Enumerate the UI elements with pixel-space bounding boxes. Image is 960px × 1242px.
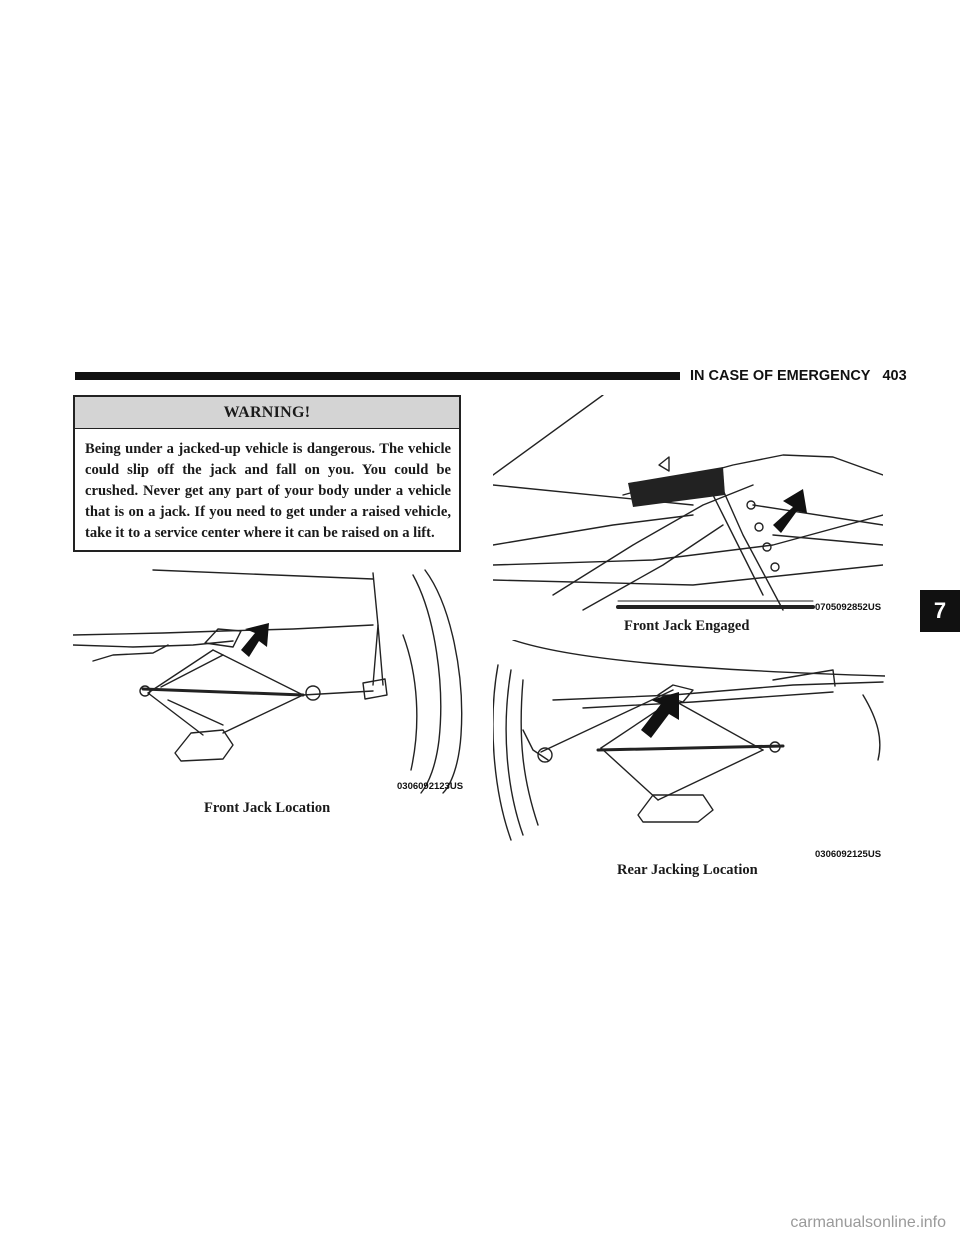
front-jack-engaged-figure <box>493 395 883 615</box>
header-rule <box>75 372 680 380</box>
figure-code: 0306092125US <box>815 849 882 860</box>
arrow-icon <box>641 692 679 738</box>
front-jack-engaged-illustration <box>493 395 883 615</box>
front-jack-location-figure <box>73 565 465 795</box>
figure-caption: Front Jack Location <box>204 800 331 816</box>
arrow-icon <box>241 623 269 657</box>
arrow-icon <box>773 489 807 533</box>
figure-code: 0306092123US <box>397 781 464 792</box>
figure-caption: Front Jack Engaged <box>624 618 750 634</box>
footer-watermark: carmanualsonline.info <box>790 1214 946 1231</box>
warning-box <box>73 395 461 552</box>
page-number: 403 <box>882 368 907 384</box>
section-title: IN CASE OF EMERGENCY <box>690 368 871 384</box>
figure-caption: Rear Jacking Location <box>617 862 758 878</box>
warning-body: Being under a jacked-up vehicle is dangerous. The vehicle could slip off the jack and fall on you. You could be crushed. Never get any part of your body under a vehicle that is on a jack. If you need to get under a raised vehicle, take it to a service center where it can be raised on a lift. <box>85 441 451 541</box>
chapter-tab: 7 <box>920 590 960 632</box>
front-jack-location-illustration <box>73 565 465 795</box>
warning-title: WARNING! <box>75 397 459 429</box>
figure-code: 0705092852US <box>815 602 882 613</box>
running-header <box>690 366 907 386</box>
rear-jacking-location-illustration <box>493 640 885 862</box>
rear-jacking-location-figure <box>493 640 885 862</box>
